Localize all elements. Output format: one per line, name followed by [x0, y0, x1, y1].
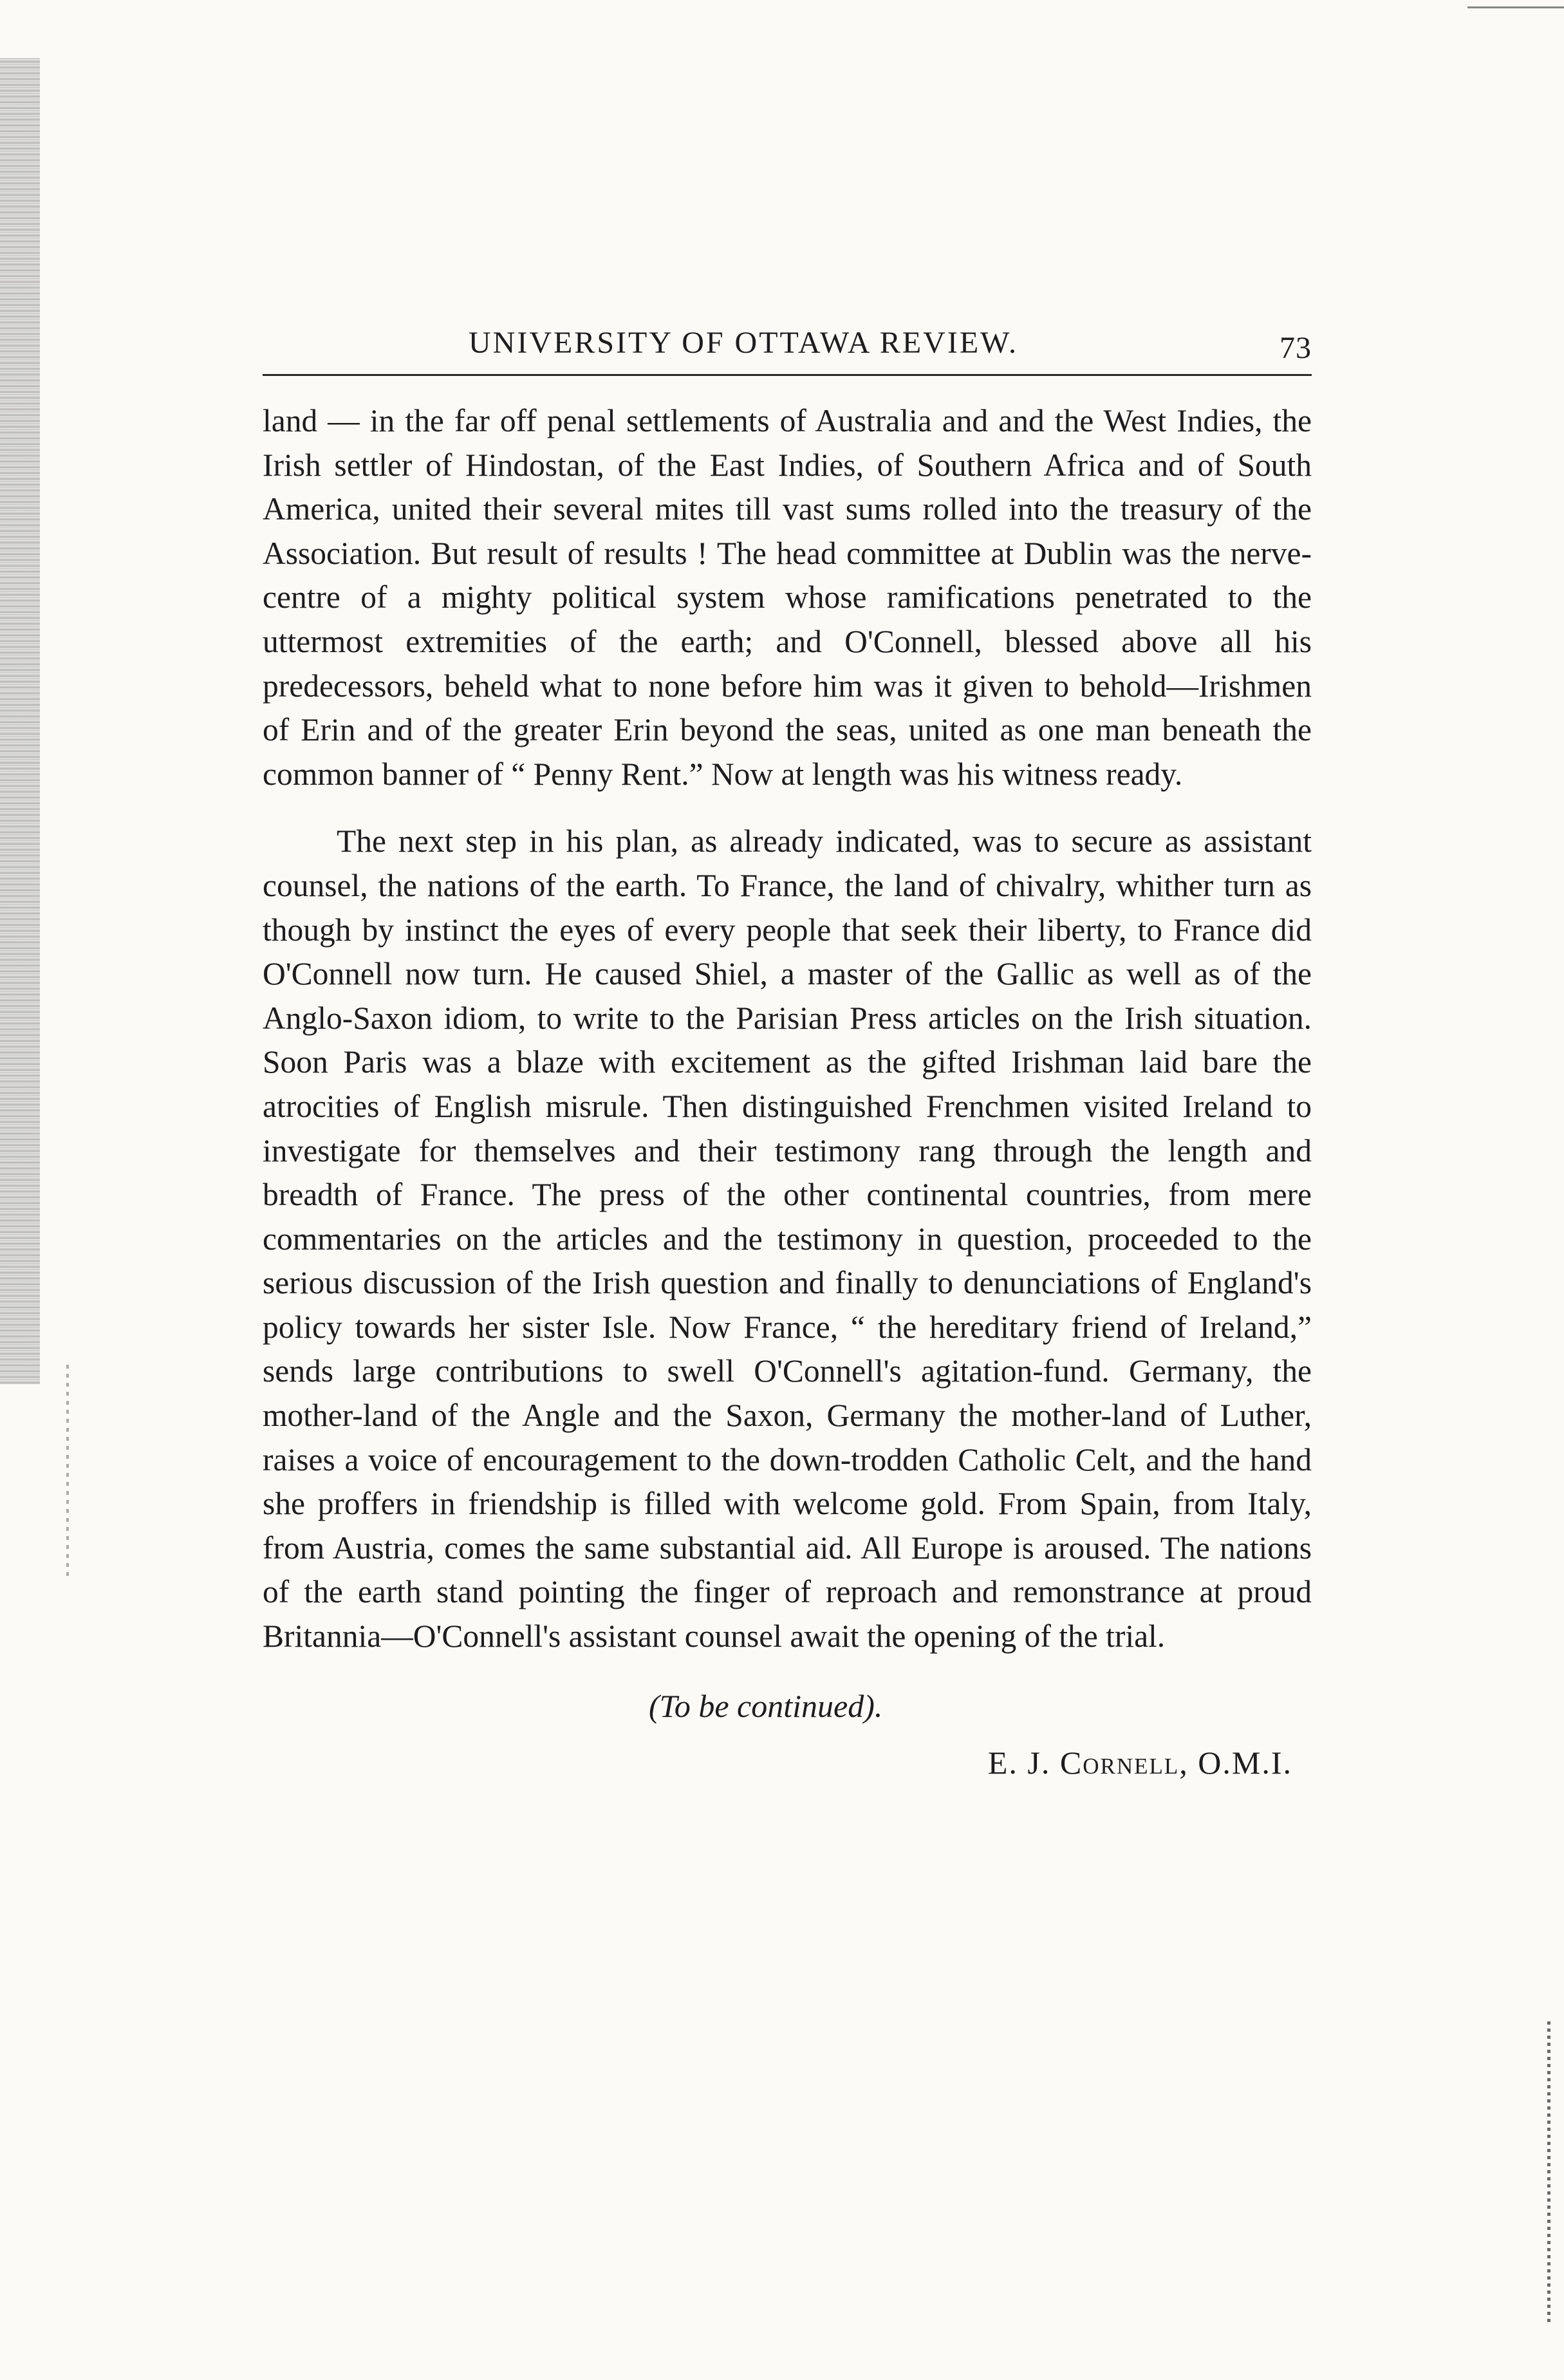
scan-binding-edge-lower	[66, 1365, 69, 1577]
scan-edge-speckle	[1547, 2021, 1550, 2324]
page-number: 73	[1280, 331, 1312, 365]
paragraph-1: land — in the far off penal settlements of Australia and and the West Indies, the Irish settler of Hindostan, of the East Indies, of Southern Africa and of South America, united their several mites till vast sums rolled into the treasury of the Association. But result of results ! The head committee at Dublin was the nerve-centre of a mighty political system whose ramifications penetrated to the uttermost extremities of the earth; and O'Connell, blessed above all his predecessors, beheld what to none before him was it given to behold—Irishmen of Erin and of the greater Erin beyond the seas, united as one man beneath the common banner of “ Penny Rent.” Now at length was his witness ready.	[263, 403, 1312, 792]
scan-top-rule	[1467, 6, 1564, 8]
article-body	[263, 399, 1312, 1659]
scan-binding-edge	[0, 58, 40, 1384]
author-signature: E. J. Cornell, O.M.I.	[987, 1744, 1292, 1781]
running-head-rule	[263, 374, 1312, 376]
paragraph-2: The next step in his plan, as already indicated, was to secure as assistant counsel, the nations of the earth. To France, the land of chivalry, whither turn as though by instinct the eyes of every people that seek their liberty, to France did O'Connell now turn. He caused Shiel, a master of the Gallic as well as of the Anglo-Saxon idiom, to write to the Parisian Press articles on the Irish situation. Soon Paris was a blaze with excitement as the gifted Irishman laid bare the atrocities of English misrule. Then distinguished Frenchmen visited Ireland to investigate for themselves and their testimony rang through the length and breadth of France. The press of the other continental countries, from mere commentaries on the articles and the testimony in question, proceeded to the serious discussion of the Irish question and finally to denunciations of England's policy towards her sister Isle. Now France, “ the hereditary friend of Ireland,” sends large contributions to swell O'Connell's agitation-fund. Germany, the mother-land of the Angle and the Saxon, Germany the mother-land of Luther, raises a voice of encouragement to the down-trodden Catholic Celt, and the hand she proffers in friendship is filled with welcome gold. From Spain, from Italy, from Austria, comes the same substantial aid. All Europe is aroused. The nations of the earth stand pointing the finger of reproach and remonstrance at proud Britannia—O'Connell's assistant counsel await the opening of the trial.	[263, 823, 1312, 1654]
running-head-title: UNIVERSITY OF OTTAWA REVIEW.	[469, 326, 1019, 360]
continued-note: (To be continued).	[649, 1687, 883, 1724]
book-page	[263, 325, 1312, 1781]
running-head	[263, 325, 1312, 370]
